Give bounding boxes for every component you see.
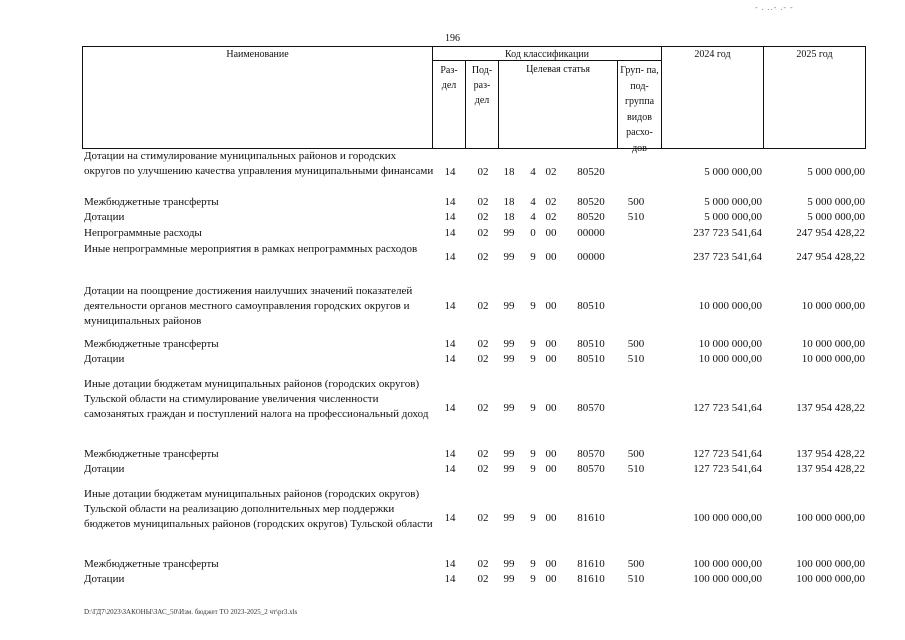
row-amount-2025: 137 954 428,22 [796,463,865,475]
row-target-program: 18 [503,211,515,223]
row-name: Иные непрограммные мероприятия в рамках непрограммных расходов [84,243,418,255]
row-target-event: 00 [545,573,557,585]
row-target-subprogram: 9 [530,463,536,475]
row-expense-group: 510 [627,353,645,365]
row-name: Непрограммные расходы [84,227,202,239]
row-section: 14 [444,573,456,585]
header-section: Раз- дел [440,65,458,91]
row-target-direction: 81610 [577,558,605,570]
row-amount-2024: 100 000 000,00 [693,512,762,524]
row-expense-group: 500 [627,448,645,460]
row-amount-2024: 5 000 000,00 [704,196,762,208]
row-name: Дотации [84,353,125,365]
row-amount-2025: 5 000 000,00 [807,196,865,208]
row-amount-2025: 10 000 000,00 [801,353,865,365]
row-amount-2024: 5 000 000,00 [704,166,762,178]
row-target-program: 99 [503,402,515,414]
top-right-mark: - . ..- .- - [755,3,794,12]
row-section: 14 [444,227,456,239]
row-amount-2024: 237 723 541,64 [693,251,762,263]
header-divider-group [661,46,662,149]
row-target-direction: 00000 [577,227,605,239]
header-year-2025: 2025 год [796,49,833,60]
row-name: Дотации на поощрение достижения наилучших значений показателей деятельности органов местного самоуправления городских округов и муниципальных районов [84,285,413,327]
row-expense-group: 510 [627,211,645,223]
row-target-subprogram: 9 [530,512,536,524]
row-expense-group: 500 [627,338,645,350]
row-section: 14 [444,251,456,263]
row-target-event: 00 [545,338,557,350]
row-target-direction: 80520 [577,211,605,223]
row-amount-2024: 237 723 541,64 [693,227,762,239]
row-subsection: 02 [477,196,489,208]
row-amount-2025: 137 954 428,22 [796,402,865,414]
row-section: 14 [444,558,456,570]
row-target-subprogram: 9 [530,558,536,570]
row-target-subprogram: 0 [530,227,536,239]
row-target-subprogram: 9 [530,573,536,585]
row-target-subprogram: 4 [530,196,536,208]
row-target-event: 00 [545,402,557,414]
row-target-subprogram: 9 [530,402,536,414]
row-name: Межбюджетные трансферты [84,448,219,460]
row-amount-2024: 127 723 541,64 [693,402,762,414]
row-name: Иные дотации бюджетам муниципальных районов (городских округов) Тульской области на реализацию дополнительных мер поддержки бюджетов муниципальных районов (городских округов) Тульской области [84,488,433,530]
row-name: Межбюджетные трансферты [84,338,219,350]
row-target-event: 00 [545,300,557,312]
row-target-program: 99 [503,227,515,239]
row-expense-group: 500 [627,196,645,208]
row-amount-2024: 127 723 541,64 [693,448,762,460]
row-amount-2025: 10 000 000,00 [801,338,865,350]
row-section: 14 [444,512,456,524]
row-target-event: 02 [545,211,557,223]
row-target-event: 00 [545,448,557,460]
header-left-border [82,46,83,149]
row-subsection: 02 [477,251,489,263]
row-subsection: 02 [477,463,489,475]
row-amount-2025: 247 954 428,22 [796,251,865,263]
row-target-program: 99 [503,573,515,585]
row-target-program: 99 [503,300,515,312]
row-target-subprogram: 9 [530,300,536,312]
row-target-event: 02 [545,196,557,208]
row-target-direction: 80570 [577,448,605,460]
row-target-program: 99 [503,463,515,475]
row-target-program: 18 [503,166,515,178]
row-target-event: 02 [545,166,557,178]
row-subsection: 02 [477,227,489,239]
row-name: Дотации [84,573,125,585]
row-amount-2025: 100 000 000,00 [796,558,865,570]
row-name: Межбюджетные трансферты [84,196,219,208]
row-target-subprogram: 9 [530,338,536,350]
row-name: Межбюджетные трансферты [84,558,219,570]
row-target-program: 99 [503,558,515,570]
footer-file-path: D:\ГД7\2023\ЗАКОНЫ\ЗАС_50\Изм. бюджет ТО 2023-2025_2 чт\pr3.xls [84,608,298,616]
row-target-direction: 80510 [577,338,605,350]
header-target-article: Целевая статья [526,64,590,75]
row-target-event: 00 [545,353,557,365]
row-subsection: 02 [477,211,489,223]
header-group: Груп- па, под- группа видов расхо- дов [620,65,659,154]
row-subsection: 02 [477,338,489,350]
row-target-subprogram: 9 [530,251,536,263]
row-amount-2025: 5 000 000,00 [807,166,865,178]
row-subsection: 02 [477,448,489,460]
row-target-direction: 81610 [577,573,605,585]
row-subsection: 02 [477,300,489,312]
row-section: 14 [444,402,456,414]
row-target-subprogram: 9 [530,353,536,365]
row-name: Дотации [84,463,125,475]
row-section: 14 [444,353,456,365]
header-code-group: Код классификации [504,49,590,60]
row-target-subprogram: 4 [530,166,536,178]
header-top-border [82,46,866,47]
header-year-2024: 2024 год [694,49,731,60]
row-target-direction: 80520 [577,196,605,208]
row-target-program: 99 [503,353,515,365]
row-target-event: 00 [545,558,557,570]
row-amount-2025: 10 000 000,00 [801,300,865,312]
row-name: Дотации на стимулирование муниципальных районов и городских округов по улучшению качества управления муниципальными финансами [84,150,434,177]
row-amount-2025: 100 000 000,00 [796,512,865,524]
row-section: 14 [444,196,456,208]
row-target-direction: 80510 [577,300,605,312]
row-target-program: 99 [503,338,515,350]
row-amount-2024: 127 723 541,64 [693,463,762,475]
row-amount-2024: 100 000 000,00 [693,558,762,570]
row-expense-group: 510 [627,463,645,475]
row-target-program: 99 [503,512,515,524]
row-section: 14 [444,211,456,223]
row-name: Иные дотации бюджетам муниципальных районов (городских округов) Тульской области на стимулирование увеличения численности самозанятых граждан и поступлений налога на профессиональный доход [84,378,429,420]
row-target-event: 00 [545,251,557,263]
row-section: 14 [444,300,456,312]
row-amount-2024: 100 000 000,00 [693,573,762,585]
row-target-event: 00 [545,227,557,239]
header-divider-name [432,46,433,149]
row-target-program: 99 [503,251,515,263]
row-amount-2025: 5 000 000,00 [807,211,865,223]
row-expense-group: 510 [627,573,645,585]
row-expense-group: 500 [627,558,645,570]
header-divider-2024 [763,46,764,149]
row-target-subprogram: 9 [530,448,536,460]
row-section: 14 [444,448,456,460]
row-amount-2025: 247 954 428,22 [796,227,865,239]
row-subsection: 02 [477,558,489,570]
row-amount-2024: 10 000 000,00 [698,338,762,350]
row-section: 14 [444,166,456,178]
row-target-program: 99 [503,448,515,460]
header-right-border [865,46,866,149]
row-amount-2025: 137 954 428,22 [796,448,865,460]
row-target-direction: 80570 [577,402,605,414]
row-amount-2024: 5 000 000,00 [704,211,762,223]
row-target-direction: 81610 [577,512,605,524]
row-subsection: 02 [477,512,489,524]
row-subsection: 02 [477,573,489,585]
row-target-program: 18 [503,196,515,208]
row-section: 14 [444,338,456,350]
row-target-direction: 80570 [577,463,605,475]
row-target-event: 00 [545,512,557,524]
row-subsection: 02 [477,402,489,414]
header-name: Наименование [226,49,289,60]
row-name: Дотации [84,211,125,223]
row-target-direction: 80520 [577,166,605,178]
row-target-subprogram: 4 [530,211,536,223]
row-target-direction: 80510 [577,353,605,365]
row-section: 14 [444,463,456,475]
row-amount-2024: 10 000 000,00 [698,353,762,365]
row-subsection: 02 [477,166,489,178]
row-amount-2024: 10 000 000,00 [698,300,762,312]
header-subsection: Под- раз- дел [471,65,493,106]
row-subsection: 02 [477,353,489,365]
page-number: 196 [445,33,460,44]
row-target-direction: 00000 [577,251,605,263]
row-target-event: 00 [545,463,557,475]
row-amount-2025: 100 000 000,00 [796,573,865,585]
